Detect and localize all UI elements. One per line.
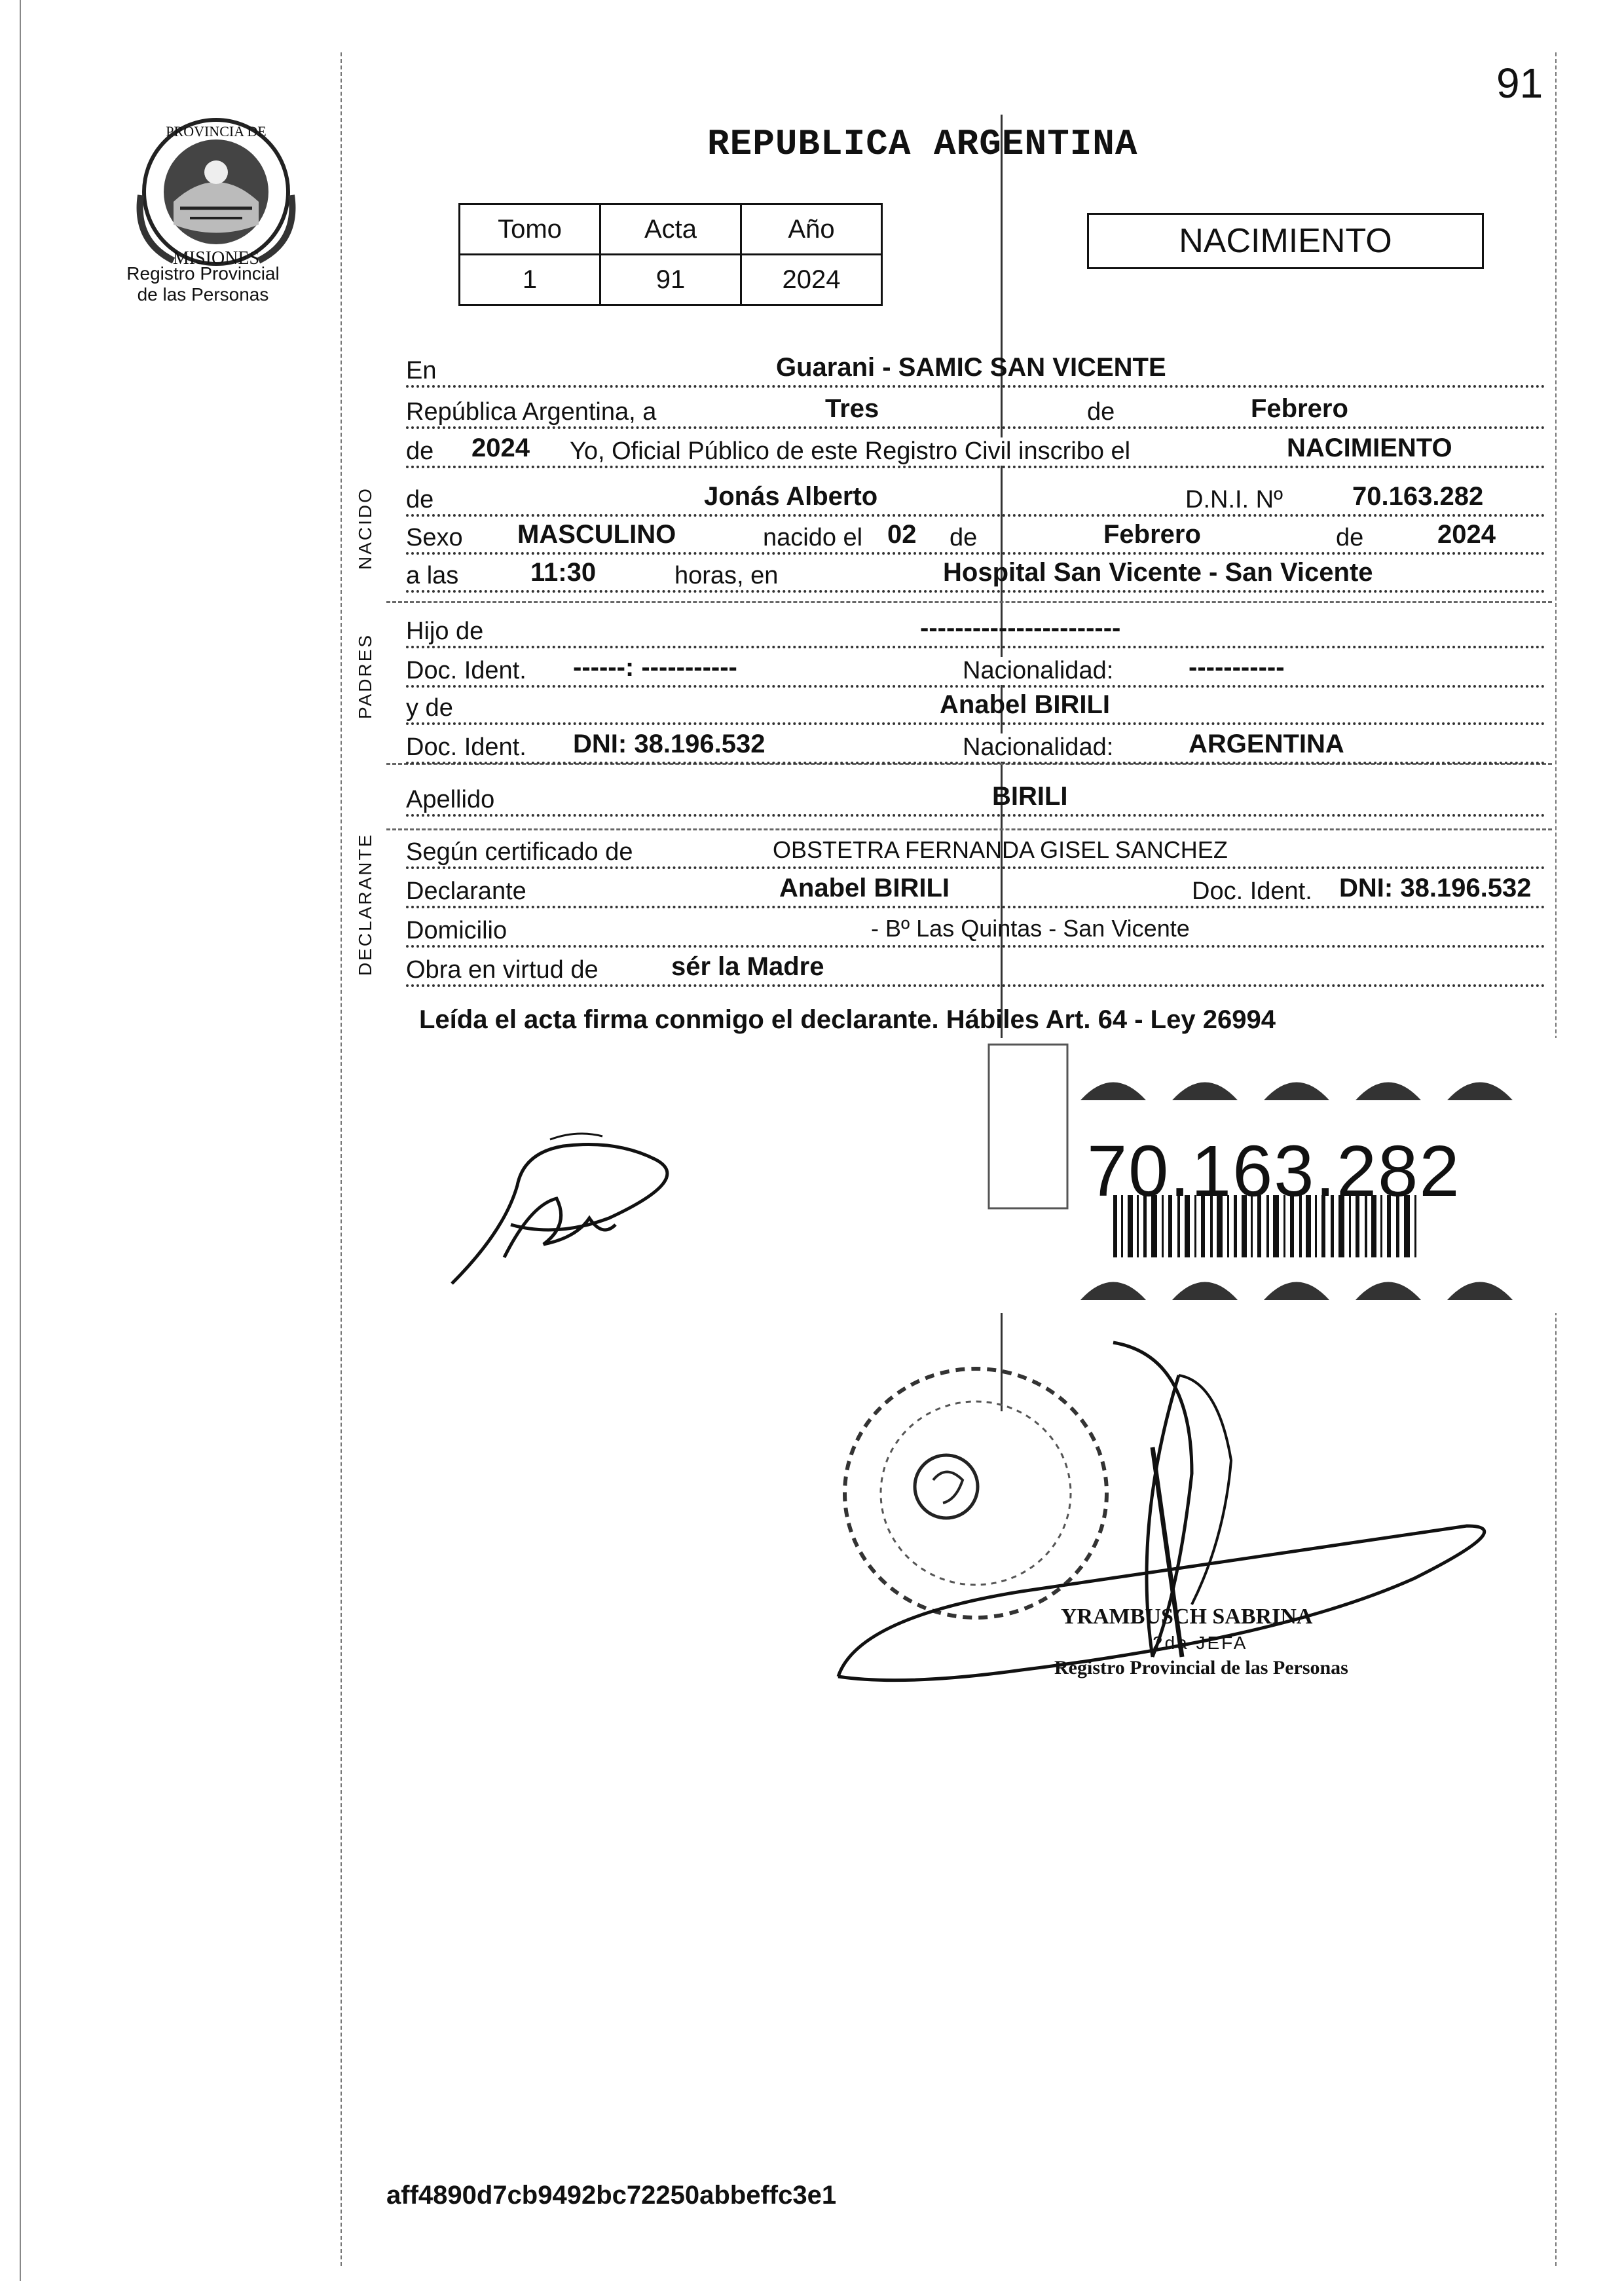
form-row-sexo-nacimiento: Sexo MASCULINO nacido el 02 de Febrero de 2024 xyxy=(406,521,1545,561)
section-label-padres: PADRES xyxy=(355,633,375,719)
form-row-lugar: En Guarani - SAMIC SAN VICENTE xyxy=(406,354,1545,394)
table-header-anio: Año xyxy=(741,204,882,255)
field-madre-nacionalidad: ARGENTINA xyxy=(1189,730,1344,758)
page-number: 91 xyxy=(1496,60,1543,107)
field-dia-nacimiento: 02 xyxy=(887,520,917,549)
field-lugar-nacimiento: Hospital San Vicente - San Vicente xyxy=(943,558,1373,587)
field-anio-nacimiento: 2024 xyxy=(1437,520,1496,549)
section-label-declarante: DECLARANTE xyxy=(355,832,375,976)
section-separator xyxy=(386,828,1552,830)
table-value-acta: 91 xyxy=(600,255,741,305)
form-row-declarante: Declarante Anabel BIRILI Doc. Ident. DNI: 38.196.532 xyxy=(406,874,1545,915)
signature-statement: Leída el acta firma conmigo el declarante. Hábiles Art. 64 - Ley 26994 xyxy=(419,1005,1276,1034)
field-nombre: Jonás Alberto xyxy=(704,482,878,511)
field-tipo-inscripcion: NACIMIENTO xyxy=(1287,434,1452,462)
barcode-number: 70.163.282 xyxy=(1087,1131,1461,1212)
form-row-fecha-acta: República Argentina, a Tres de Febrero xyxy=(406,395,1545,436)
form-row-apellido: Apellido BIRILI xyxy=(406,783,1545,823)
field-madre-doc: DNI: 38.196.532 xyxy=(573,730,766,758)
form-row-nombre: de Jonás Alberto D.N.I. Nº 70.163.282 xyxy=(406,483,1545,523)
field-dni: 70.163.282 xyxy=(1352,482,1484,511)
form-row-madre: y de Anabel BIRILI xyxy=(406,691,1545,732)
field-lugar: Guarani - SAMIC SAN VICENTE xyxy=(776,353,1166,382)
field-mes-acta: Febrero xyxy=(1251,394,1348,423)
misiones-coat-of-arms-logo xyxy=(128,110,304,274)
field-domicilio: - Bº Las Quintas - San Vicente xyxy=(871,915,1190,942)
field-padre-doc: ------: ----------- xyxy=(573,653,737,682)
table-header-tomo: Tomo xyxy=(460,204,600,255)
stamp-role: 2da JEFA xyxy=(1153,1633,1248,1653)
field-obra: sér la Madre xyxy=(671,952,824,981)
field-padre: ----------------------- xyxy=(920,614,1121,642)
field-dia-acta: Tres xyxy=(825,394,879,423)
section-separator xyxy=(386,601,1552,603)
table-header-acta: Acta xyxy=(600,204,741,255)
field-certificado: OBSTETRA FERNANDA GISEL SANCHEZ xyxy=(773,836,1228,863)
record-type-box: NACIMIENTO xyxy=(1087,213,1484,269)
document-hash: aff4890d7cb9492bc72250abbeffc3e1 xyxy=(386,2181,837,2210)
svg-text:MISIONES: MISIONES xyxy=(172,248,260,269)
section-label-nacido: NACIDO xyxy=(355,487,375,570)
declarant-signature xyxy=(445,1126,720,1297)
left-margin-line xyxy=(341,52,342,2266)
form-row-hora-lugar: a las 11:30 horas, en Hospital San Vicente - San Vicente xyxy=(406,559,1545,599)
field-anio-acta: 2024 xyxy=(471,434,530,462)
form-row-certificado: Según certificado de OBSTETRA FERNANDA GISEL SANCHEZ xyxy=(406,835,1545,876)
field-declarante-doc: DNI: 38.196.532 xyxy=(1339,874,1532,902)
field-declarante: Anabel BIRILI xyxy=(779,874,950,902)
field-sexo: MASCULINO xyxy=(517,520,676,549)
field-madre: Anabel BIRILI xyxy=(940,690,1111,719)
form-row-madre-doc: Doc. Ident. DNI: 38.196.532 Nacionalidad: ARGENTINA xyxy=(406,730,1545,771)
svg-text:PROVINCIA DE: PROVINCIA DE xyxy=(166,123,267,139)
tomo-acta-anio-table xyxy=(458,203,883,306)
form-row-padre-doc: Doc. Ident. ------: ----------- Nacionalidad: ----------- xyxy=(406,654,1545,694)
field-apellido: BIRILI xyxy=(992,782,1068,811)
form-row-obra: Obra en virtud de sér la Madre xyxy=(406,953,1545,993)
field-mes-nacimiento: Febrero xyxy=(1103,520,1201,549)
table-value-tomo: 1 xyxy=(460,255,600,305)
scan-edge-line xyxy=(20,0,21,2281)
stamp-name: YRAMBUSCH SABRINA xyxy=(1061,1604,1313,1629)
table-value-anio: 2024 xyxy=(741,255,882,305)
form-row-domicilio: Domicilio - Bº Las Quintas - San Vicente xyxy=(406,914,1545,954)
logo-caption: Registro Provincial de las Personas xyxy=(126,263,280,305)
stamp-office: Registro Provincial de las Personas xyxy=(1054,1657,1348,1678)
field-hora: 11:30 xyxy=(530,558,597,587)
form-row-padre: Hijo de ----------------------- xyxy=(406,614,1545,655)
document-title: REPUBLICA ARGENTINA xyxy=(707,123,1138,165)
field-padre-nacionalidad: ----------- xyxy=(1189,653,1285,682)
form-row-inscripcion: de 2024 Yo, Oficial Público de este Registro Civil inscribo el NACIMIENTO xyxy=(406,434,1545,475)
